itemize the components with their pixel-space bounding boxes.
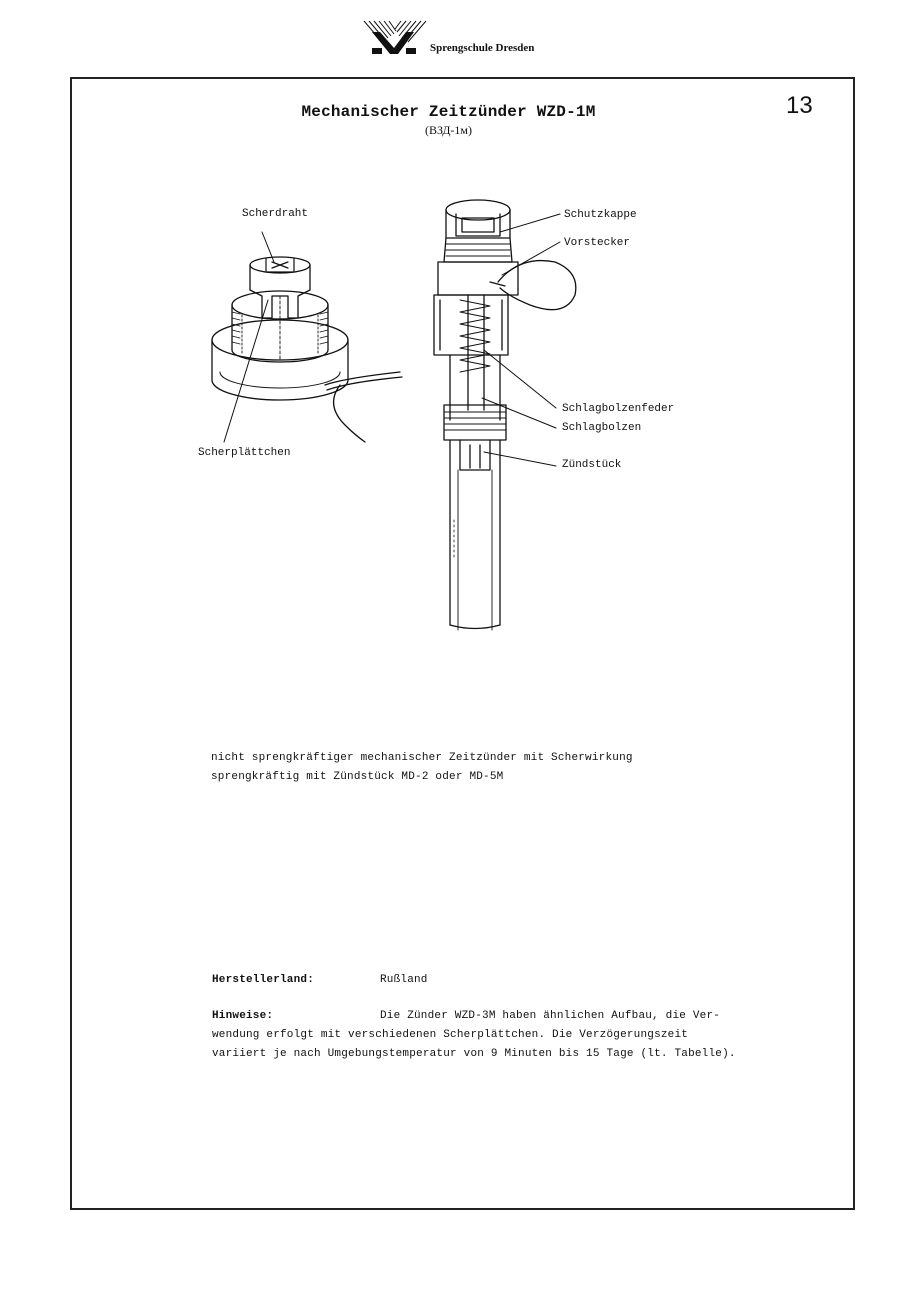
notes-label: Hinweise:: [212, 1010, 274, 1022]
label-vorstecker: Vorstecker: [564, 237, 631, 249]
notes-line-3: variiert je nach Umgebungstemperatur von 9 Minuten bis 15 Tage (lt. Tabelle).: [212, 1048, 736, 1060]
shear-assembly-drawing: [212, 232, 402, 442]
page-subtitle-text: (ВЗД-1м): [424, 123, 473, 137]
label-schutzkappe: Schutzkappe: [564, 209, 637, 221]
country-label: Herstellerland:: [212, 974, 315, 986]
fuze-cross-section-drawing: [434, 200, 576, 630]
label-scherplaettchen: Scherplättchen: [198, 447, 291, 459]
page-number: 13: [786, 92, 813, 119]
page-title-text: Mechanischer Zeitzünder WZD-1M: [301, 103, 596, 121]
notes-line-2: wendung erfolgt mit verschiedenen Scherplättchen. Die Verzögerungszeit: [212, 1029, 689, 1041]
label-zuendstueck: Zündstück: [562, 459, 622, 471]
organization-name: Sprengschule Dresden: [430, 42, 535, 54]
notes-line-1: Die Zünder WZD-3M haben ähnlichen Aufbau, die Ver-: [380, 1010, 721, 1022]
country-value: Rußland: [380, 974, 428, 986]
label-schlagbolzen: Schlagbolzen: [562, 422, 642, 434]
description-line-1: nicht sprengkräftiger mechanischer Zeitzünder mit Scherwirkung: [211, 752, 633, 764]
label-scherdraht: Scherdraht: [242, 208, 309, 220]
description-line-2: sprengkräftig mit Zündstück MD-2 oder MD-5M: [211, 771, 504, 783]
label-schlagbolzenfeder: Schlagbolzenfeder: [562, 403, 675, 415]
